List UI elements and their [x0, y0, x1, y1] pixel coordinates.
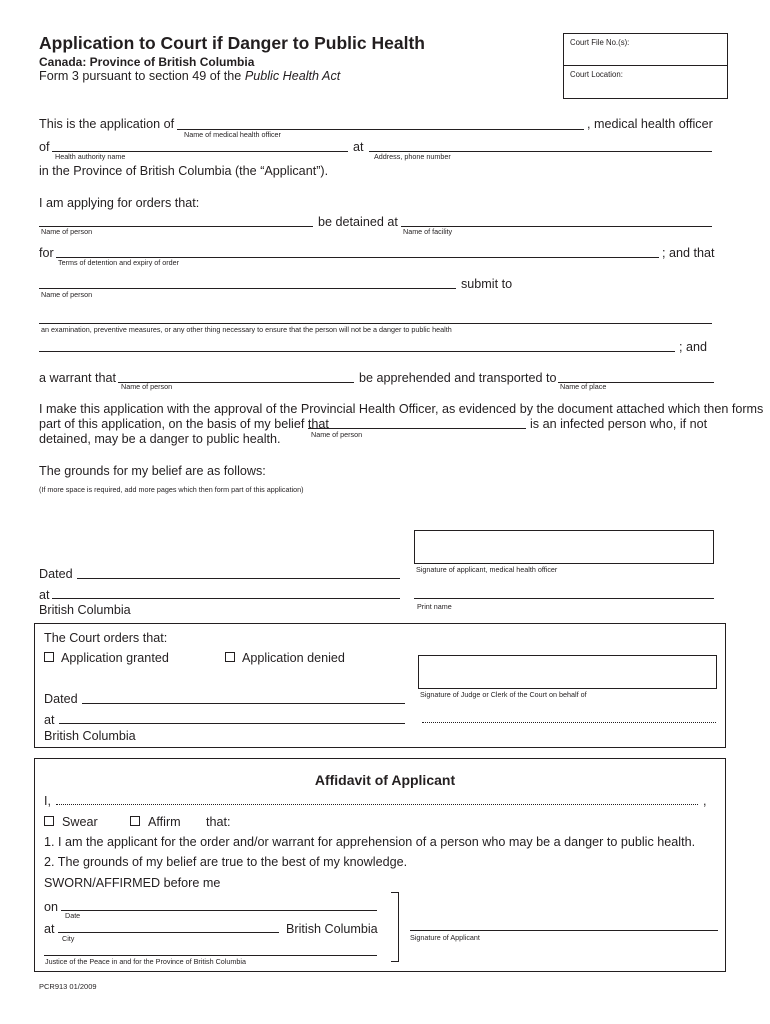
grounds-heading: The grounds for my belief are as follows:	[39, 464, 266, 478]
terms-caption: Terms of detention and expiry of order	[58, 258, 180, 267]
and-that-label: ; and that	[662, 246, 715, 260]
examination-field-2[interactable]	[39, 351, 675, 352]
act-name: Public Health Act	[244, 69, 341, 83]
applicant-signature-field[interactable]	[410, 930, 718, 931]
court-at-label: at	[44, 713, 55, 727]
court-dated-field[interactable]	[82, 703, 405, 704]
application-intro: This is the application of	[39, 117, 175, 131]
court-orders-heading: The Court orders that:	[44, 631, 168, 645]
justice-caption: Justice of the Peace in and for the Province of British Columbia	[45, 957, 246, 966]
print-name-field[interactable]	[414, 598, 714, 599]
divider	[564, 65, 728, 66]
sworn-label: SWORN/AFFIRMED before me	[44, 876, 221, 890]
form-code: PCR913 01/2009	[39, 982, 97, 991]
affidavit-item-2: 2. The grounds of my belief are true to the best of my knowledge.	[44, 855, 408, 869]
print-name-caption: Print name	[417, 602, 452, 611]
on-label: on	[44, 900, 59, 914]
dated-field[interactable]	[77, 578, 400, 579]
dated-label: Dated	[39, 567, 73, 581]
affidavit-item-1: 1. I am the applicant for the order and/or warrant for apprehension of a person who may be a danger to public health.	[44, 835, 696, 849]
affiant-comma: ,	[703, 794, 707, 808]
belief-person-caption: Name of person	[311, 430, 363, 439]
at-label: at	[353, 140, 364, 154]
affidavit-at-label: at	[44, 922, 55, 936]
form-reference	[39, 70, 340, 83]
british-columbia-label: British Columbia	[39, 603, 131, 617]
submit-to-label: submit to	[461, 277, 513, 291]
court-british-columbia-label: British Columbia	[44, 729, 136, 743]
affiant-name-field[interactable]	[56, 804, 698, 805]
and-label: ; and	[679, 340, 708, 354]
city-field[interactable]	[58, 932, 279, 933]
approval-line-1: I make this application with the approval of the Provincial Health Officer, as evidenced by the document attached which then forms	[39, 402, 764, 416]
date-caption: Date	[65, 911, 81, 920]
belief-person-field[interactable]	[308, 428, 526, 429]
form-title: Application to Court if Danger to Public Health	[39, 33, 425, 53]
officer-name-caption: Name of medical health officer	[184, 130, 281, 139]
applicant-signature-caption: Signature of applicant, medical health officer	[416, 565, 558, 574]
judge-signature-caption: Signature of Judge or Clerk of the Court on behalf of	[420, 690, 587, 699]
location-field[interactable]	[52, 598, 400, 599]
address-caption: Address, phone number	[374, 152, 451, 161]
applicant-signature-box[interactable]	[414, 530, 714, 564]
affidavit-i-label: I,	[44, 794, 51, 808]
place-caption: Name of place	[560, 382, 607, 391]
applicant-signature-caption-2: Signature of Applicant	[410, 933, 480, 942]
of-label: of	[39, 140, 50, 154]
be-detained-at-label: be detained at	[318, 215, 398, 229]
for-label: for	[39, 246, 54, 260]
denied-checkbox[interactable]	[225, 652, 235, 662]
judge-signature-box[interactable]	[418, 655, 717, 689]
granted-label: Application granted	[61, 651, 169, 665]
form-reference-prefix: Form 3 pursuant to section 49 of the	[39, 69, 245, 83]
granted-checkbox[interactable]	[44, 652, 54, 662]
infected-label: is an infected person who, if not	[530, 417, 708, 431]
that-label: that:	[206, 815, 231, 829]
affirm-checkbox[interactable]	[130, 816, 140, 826]
submit-person-field[interactable]	[39, 288, 456, 289]
orders-heading: I am applying for orders that:	[39, 196, 200, 210]
affidavit-heading: Affidavit of Applicant	[314, 772, 456, 788]
court-location-field[interactable]	[570, 82, 720, 96]
affidavit-british-columbia: British Columbia	[286, 922, 378, 936]
apprehended-label: be apprehended and transported to	[359, 371, 557, 385]
province-line: in the Province of British Columbia (the “Applicant”).	[39, 164, 329, 178]
court-location-label: Court Location:	[570, 70, 623, 79]
swear-checkbox[interactable]	[44, 816, 54, 826]
sworn-date-field[interactable]	[61, 910, 377, 911]
grounds-note: (If more space is required, add more pages which then form part of this application)	[39, 485, 304, 494]
affirm-label: Affirm	[148, 815, 181, 829]
court-info-box	[563, 33, 728, 99]
examination-caption: an examination, preventive measures, or any other thing necessary to ensure that the person will not be a danger to public health	[41, 325, 452, 334]
justice-field[interactable]	[44, 955, 377, 956]
health-authority-caption: Health authority name	[55, 152, 126, 161]
role-suffix: , medical health officer	[587, 117, 713, 131]
grounds-text-area[interactable]	[39, 498, 712, 526]
court-location-field[interactable]	[59, 723, 405, 724]
facility-caption: Name of facility	[403, 227, 453, 236]
court-file-field[interactable]	[570, 50, 720, 63]
warrant-person-caption: Name of person	[121, 382, 173, 391]
court-dated-label: Dated	[44, 692, 78, 706]
form-subtitle: Canada: Province of British Columbia	[39, 55, 255, 69]
examination-field[interactable]	[39, 323, 712, 324]
detained-person-caption: Name of person	[41, 227, 93, 236]
bracket	[391, 892, 399, 962]
at-label: at	[39, 588, 50, 602]
court-file-label: Court File No.(s):	[570, 38, 630, 47]
court-behalf-field[interactable]	[422, 722, 716, 723]
city-caption: City	[62, 934, 75, 943]
approval-line-2: part of this application, on the basis of my belief that	[39, 417, 329, 431]
swear-label: Swear	[62, 815, 98, 829]
submit-person-caption: Name of person	[41, 290, 93, 299]
approval-line-3: detained, may be a danger to public health.	[39, 432, 281, 446]
warrant-label: a warrant that	[39, 371, 117, 385]
denied-label: Application denied	[242, 651, 345, 665]
